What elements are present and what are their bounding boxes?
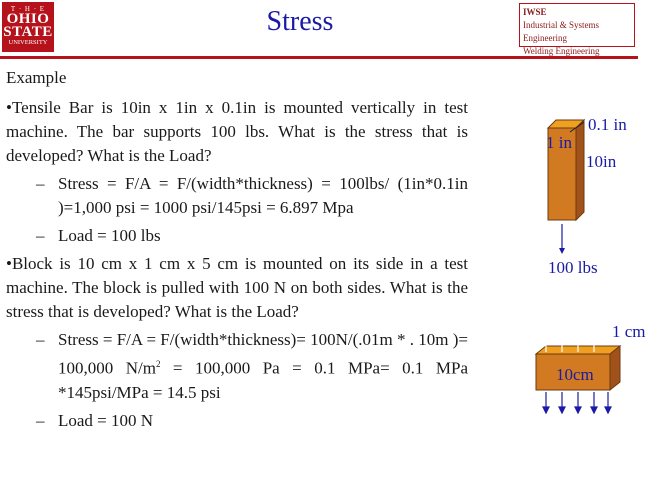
fig1-label-width: 1 in <box>546 133 572 152</box>
load-arrow-head <box>559 248 565 254</box>
block-side-face <box>610 346 620 390</box>
header-rule <box>0 56 638 59</box>
iwse-badge: IWSE Industrial & Systems Engineering Welding Engineering <box>519 3 635 47</box>
fig1-label-thickness: 0.1 in <box>588 115 627 134</box>
bullet-tensile-bar: •Tensile Bar is 10in x 1in x 0.1in is mounted vertically in test machine. The bar supports 100 lbs. What is the stress that is developed? What is the Load? <box>6 98 468 165</box>
fig2-label-length: 10cm <box>556 365 594 384</box>
bullet-block: •Block is 10 cm x 1 cm x 5 cm is mounted on its side in a test machine. The block is pulled with 100 N on both sides. What is the stress that is developed? What is the Load? <box>6 254 468 321</box>
sub-stress-block: – Stress = F/A = F/(width*thickness)= 100N/(.01m * . 10m )= 100,000 $N/m^2 = 100,000$ Pa = 0.1 MPa= 0.1 MPa *145psi/MPa = 14.5 psi <box>36 328 468 405</box>
ohio-state-logo: T · H · E OHIO STATE UNIVERSITY <box>2 2 54 52</box>
fig2-label-width: 1 cm <box>612 322 646 341</box>
fig1-label-length: 10in <box>586 152 617 171</box>
slide-body <box>6 66 468 433</box>
slide-title: Stress <box>266 6 334 37</box>
sub-load-tensile: – Load = 100 lbs <box>36 224 468 248</box>
example-heading: Example <box>6 68 67 87</box>
sub-stress-tensile: – Stress = F/A = F/(width*thickness) = 100lbs/ (1in*0.1in )=1,000 psi = 1000 psi/145psi = 6.897 Mpa <box>36 172 468 220</box>
sub-load-block: – Load = 100 N <box>36 409 468 433</box>
down-force-arrows <box>543 392 611 413</box>
fig1-label-load: 100 lbs <box>548 258 598 277</box>
bar-side-face <box>576 120 584 220</box>
